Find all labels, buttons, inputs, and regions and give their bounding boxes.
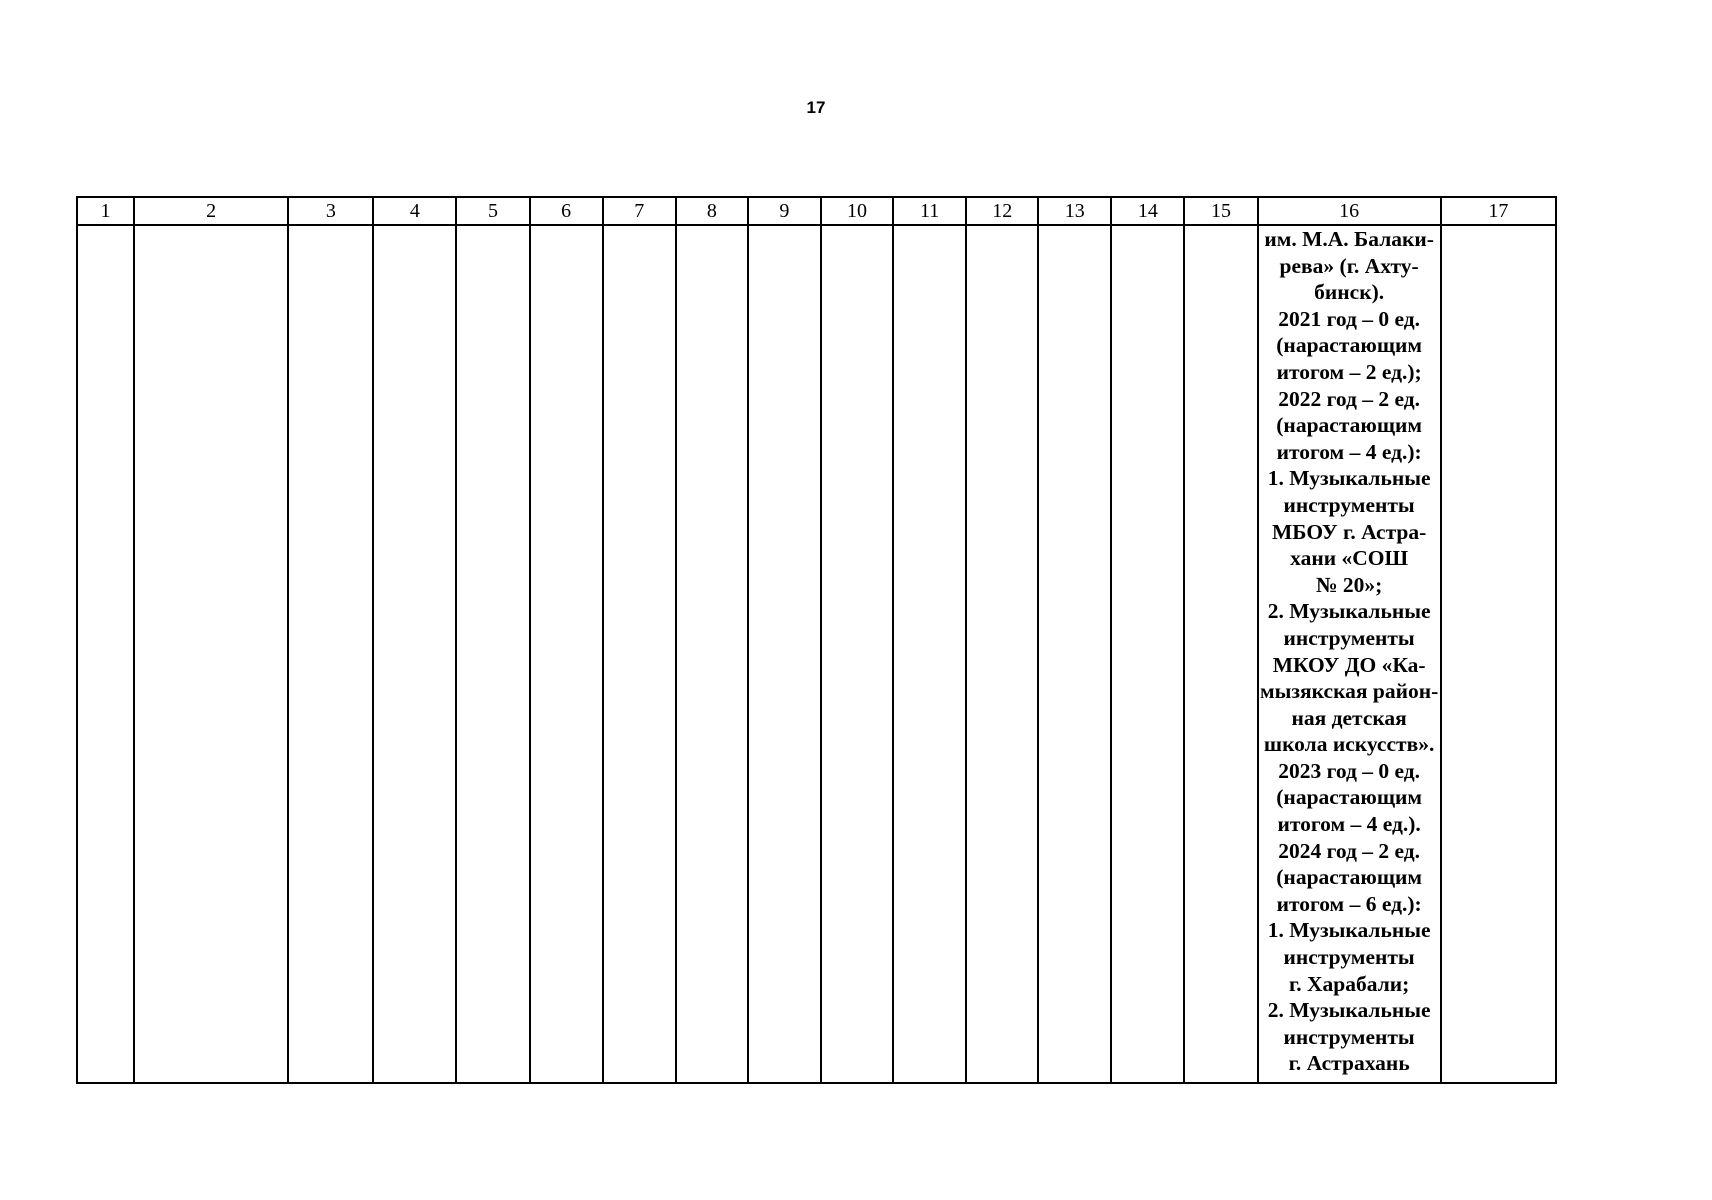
cell-text-line: итогом – 2 ед.); (1276, 359, 1422, 384)
cell-text-line: 1. Музыкальные (1267, 466, 1431, 491)
column-header: 1 (77, 197, 134, 225)
column-header: 3 (288, 197, 373, 225)
column-header: 10 (821, 197, 893, 225)
table-cell-8 (676, 225, 748, 1083)
cell-text-line: инструменты (1283, 492, 1415, 517)
cell-text-line: (нарастающим (1276, 413, 1422, 438)
column-header: 15 (1184, 197, 1257, 225)
table-cell-16 (1258, 225, 1441, 1083)
cell-text-line: 1. Музыкальные (1267, 918, 1431, 943)
cell-text-line: инструменты (1283, 1024, 1415, 1049)
cell-text-line: 2021 год – 0 ед. (1278, 306, 1420, 331)
page-number: 17 (806, 98, 826, 117)
column-header: 7 (603, 197, 676, 225)
cell-text-line: (нарастающим (1276, 865, 1422, 890)
table-cell-6 (530, 225, 603, 1083)
column-header: 12 (966, 197, 1038, 225)
cell-text-line: (нарастающим (1276, 333, 1422, 358)
table-cell-3 (288, 225, 373, 1083)
cell-text-line: школа искусств». (1263, 732, 1435, 757)
cell-text-line: им. М.А. Балаки- (1264, 227, 1434, 251)
table-cell-1 (77, 225, 134, 1083)
header-row (77, 197, 1556, 225)
table-cell-13 (1038, 225, 1111, 1083)
table-cell-2 (134, 225, 288, 1083)
column-header: 4 (373, 197, 456, 225)
table-cell-5 (456, 225, 529, 1083)
cell-text-line: инструменты (1283, 945, 1415, 970)
table-cell-9 (748, 225, 821, 1083)
table-cell-15 (1184, 225, 1257, 1083)
table-cell-4 (373, 225, 456, 1083)
cell-text-line: (нарастающим (1276, 785, 1422, 810)
cell-text-line: итогом – 4 ед.): (1276, 439, 1422, 464)
cell-text-line: МКОУ ДО «Ка- (1272, 652, 1426, 677)
column-header: 11 (893, 197, 966, 225)
cell-text-line: рева» (г. Ахту- (1279, 253, 1419, 278)
cell-text-line: итогом – 4 ед.). (1277, 812, 1421, 837)
cell-text-line: мызякская район- (1259, 679, 1439, 704)
cell-text-line: МБОУ г. Астра- (1271, 519, 1427, 544)
cell-text-line: г. Астрахань (1288, 1051, 1410, 1076)
cell-text-line: г. Харабали; (1288, 971, 1410, 996)
table-cell-12 (966, 225, 1038, 1083)
cell-text-line: ная детская (1291, 705, 1407, 730)
cell-text-line: итогом – 6 ед.): (1276, 891, 1422, 916)
cell-text-line: инструменты (1283, 625, 1415, 650)
cell-text-line: 2. Музыкальные (1267, 599, 1431, 624)
column-header: 14 (1111, 197, 1184, 225)
cell-text-line: 2023 год – 0 ед. (1278, 758, 1420, 783)
table-cell-10 (821, 225, 893, 1083)
table-row (77, 225, 1556, 1083)
cell-text-line: бинск). (1314, 280, 1385, 305)
column-header: 17 (1441, 197, 1556, 225)
table-cell-7 (603, 225, 676, 1083)
column-header: 16 (1258, 197, 1441, 225)
table-cell-11 (893, 225, 966, 1083)
table-cell-14 (1111, 225, 1184, 1083)
column-header: 2 (134, 197, 288, 225)
data-table (76, 196, 1557, 1084)
table-cell-17 (1441, 225, 1556, 1083)
column-header: 13 (1038, 197, 1111, 225)
cell-text-line: № 20»; (1315, 572, 1383, 597)
column-header: 5 (456, 197, 529, 225)
column-header: 9 (748, 197, 821, 225)
column-header: 8 (676, 197, 748, 225)
column-header: 6 (530, 197, 603, 225)
cell-text-line: 2022 год – 2 ед. (1278, 386, 1420, 411)
cell-text-line: хани «СОШ (1290, 546, 1409, 571)
cell-text-line: 2024 год – 2 ед. (1278, 838, 1420, 863)
cell-text-line: 2. Музыкальные (1267, 998, 1431, 1023)
